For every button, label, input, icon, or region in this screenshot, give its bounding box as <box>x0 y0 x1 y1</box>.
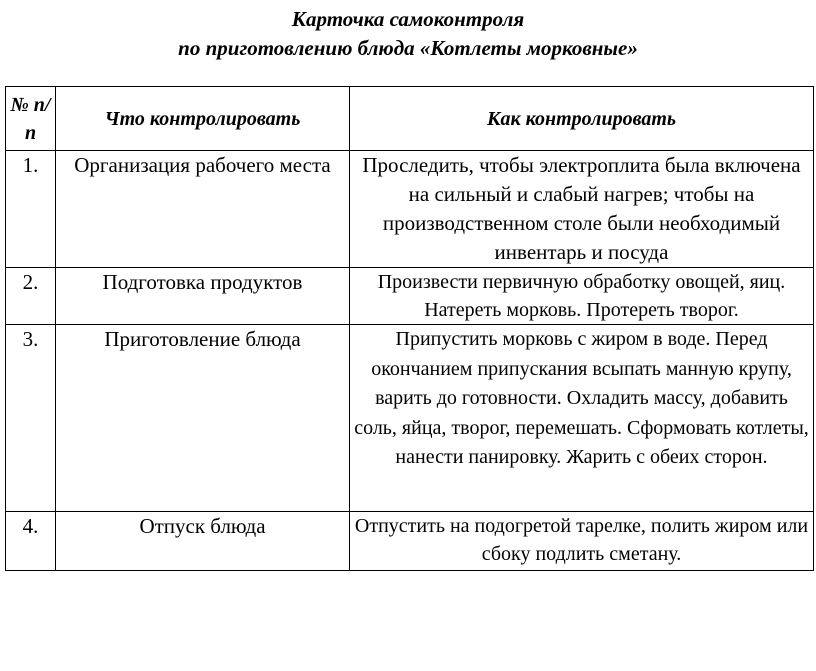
document-subtitle: по приготовлению блюда «Котлеты морковные» <box>178 36 638 60</box>
row-what: Организация рабочего места <box>56 151 350 268</box>
table-row <box>6 151 814 268</box>
table-header-row <box>6 87 814 151</box>
table-row <box>6 512 814 571</box>
row-what: Приготовление блюда <box>56 325 350 512</box>
row-what: Подготовка продуктов <box>56 268 350 325</box>
row-what: Отпуск блюда <box>56 512 350 571</box>
row-how: Отпустить на подогретой тарелке, полить жиром или сбоку подлить сметану. <box>350 512 814 571</box>
table-row <box>6 325 814 512</box>
row-number: 1. <box>6 151 56 268</box>
document-title: Карточка самоконтроля <box>291 7 525 31</box>
row-number: 3. <box>6 325 56 512</box>
row-how: Проследить, чтобы электроплита была включена на сильный и слабый нагрев; чтобы на производственном столе были необходимый инвентарь и посуда <box>350 151 814 268</box>
row-how: Припустить морковь с жиром в воде. Перед окончанием припускания всыпать манную крупу, варить до готовности. Охладить массу, добавить соль, яйца, творог, перемешать. Сформовать котлеты, нанести панировку. Жарить с обеих сторон. <box>350 325 814 512</box>
row-number: 2. <box>6 268 56 325</box>
self-control-table <box>5 86 814 571</box>
table-row <box>6 268 814 325</box>
row-how: Произвести первичную обработку овощей, яиц. Натереть морковь. Протереть творог. <box>350 268 814 325</box>
row-number: 4. <box>6 512 56 571</box>
header-num: № п/п <box>6 87 56 151</box>
header-what: Что контролировать <box>56 87 350 151</box>
header-how: Как контролировать <box>350 87 814 151</box>
